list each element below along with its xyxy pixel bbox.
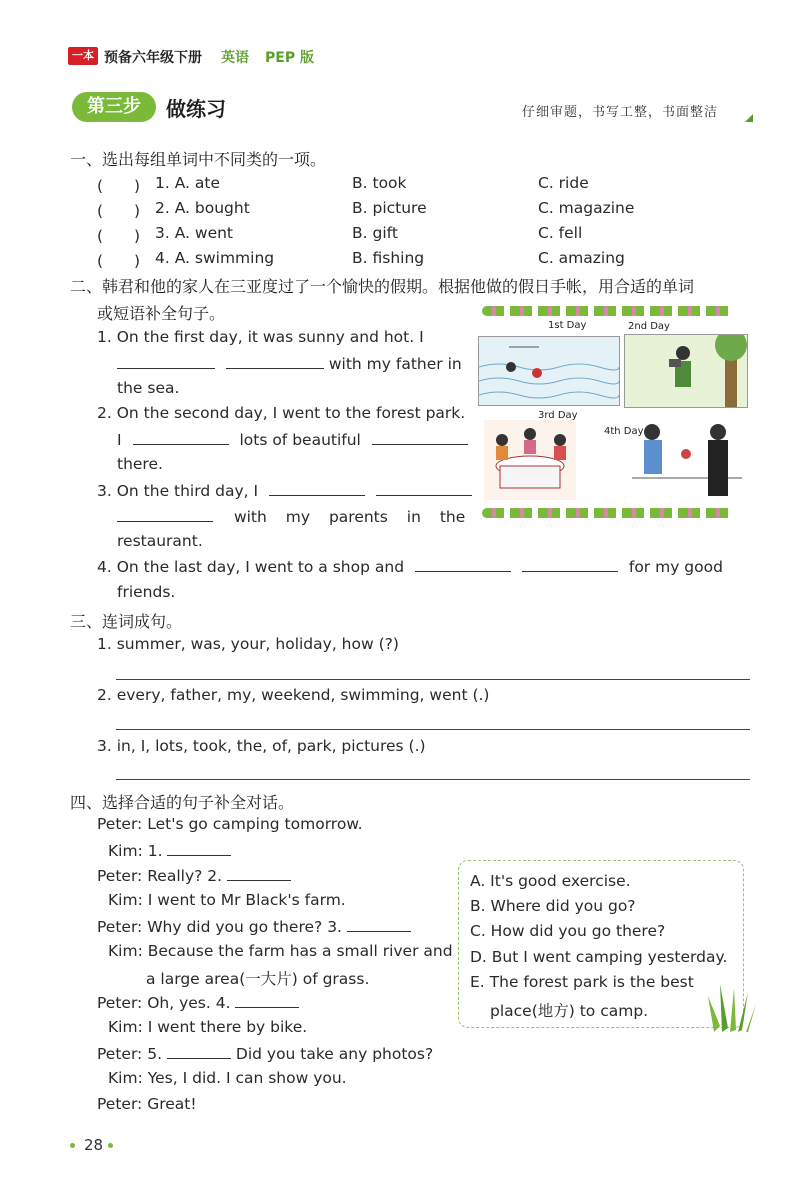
speaker: Kim: bbox=[108, 942, 143, 960]
fill-blank[interactable] bbox=[117, 507, 213, 522]
section-2-title-cont: 或短语补全句子。 bbox=[97, 304, 226, 323]
page-number: 28 bbox=[84, 1136, 104, 1154]
dialog-line bbox=[97, 1095, 197, 1113]
dialog-text: Yes, I did. I can show you. bbox=[147, 1069, 347, 1087]
dialog-text-tail: Did you take any photos? bbox=[235, 1045, 434, 1063]
option-c: C. amazing bbox=[538, 249, 625, 267]
fill-blank[interactable] bbox=[133, 430, 229, 445]
swimming-illustration bbox=[479, 337, 619, 405]
dialog-line bbox=[108, 942, 453, 960]
dialog-text: Let's go camping tomorrow. bbox=[147, 815, 363, 833]
option-a: 4. A. swimming bbox=[155, 249, 275, 267]
fill-blank[interactable] bbox=[235, 993, 299, 1008]
speaker: Kim: bbox=[108, 891, 143, 909]
dialog-line bbox=[97, 917, 411, 936]
q2-1-text-b: with my father in bbox=[328, 355, 462, 373]
day-1-label: 1st Day bbox=[548, 320, 587, 331]
q3-3-words: 3. in, I, lots, took, the, of, park, pictures (.) bbox=[97, 737, 426, 755]
dot-icon bbox=[108, 1143, 113, 1148]
speaker: Peter: bbox=[97, 1095, 143, 1113]
dialog-text: Great! bbox=[147, 1095, 197, 1113]
flower-vine-top bbox=[482, 306, 732, 316]
dialog-text: 1. bbox=[147, 842, 163, 860]
fill-blank[interactable] bbox=[167, 1044, 231, 1059]
q2-2-line2 bbox=[117, 430, 468, 449]
fill-blank[interactable] bbox=[372, 430, 468, 445]
answer-line[interactable] bbox=[116, 679, 750, 680]
option-c: C. ride bbox=[538, 174, 589, 192]
dialog-line bbox=[108, 1069, 347, 1087]
dialog-line bbox=[97, 815, 363, 833]
dialog-text: Oh, yes. 4. bbox=[147, 994, 231, 1012]
q2-3-line2 bbox=[117, 507, 465, 526]
dialog-text: I went there by bike. bbox=[147, 1018, 308, 1036]
fill-blank[interactable] bbox=[227, 866, 291, 881]
q2-2-text-b: I bbox=[117, 431, 122, 449]
q2-1-line2 bbox=[117, 354, 462, 373]
fill-blank[interactable] bbox=[269, 481, 365, 496]
fill-blank[interactable] bbox=[117, 354, 215, 369]
book-title: 预备六年级下册 bbox=[104, 50, 202, 66]
subject-label: 英语 bbox=[221, 50, 249, 66]
restaurant-illustration bbox=[484, 420, 576, 500]
speaker: Peter: bbox=[97, 1045, 143, 1063]
q2-4-text: 4. On the last day, I went to a shop and bbox=[97, 558, 405, 576]
section-2-title: 二、韩君和他的家人在三亚度过了一个愉快的假期。根据他做的假日手帐，用合适的单词 bbox=[70, 277, 695, 296]
option-c: C. magazine bbox=[538, 199, 635, 217]
speaker: Kim: bbox=[108, 1069, 143, 1087]
fill-blank[interactable] bbox=[522, 557, 618, 572]
dialog-line bbox=[97, 866, 291, 885]
grass-icon bbox=[706, 982, 756, 1034]
dialog-text: Why did you go there? 3. bbox=[147, 918, 342, 936]
flower-vine-bottom bbox=[482, 508, 732, 518]
q2-3-text-c: restaurant. bbox=[117, 532, 203, 550]
shop-illustration bbox=[628, 418, 746, 500]
option-item: B. Where did you go? bbox=[470, 897, 636, 915]
section-4-title: 四、选择合适的句子补全对话。 bbox=[70, 793, 295, 812]
day-3-label: 3rd Day bbox=[538, 410, 578, 421]
picture-shop bbox=[628, 418, 746, 500]
answer-paren[interactable]: ( ) bbox=[97, 252, 141, 270]
dialog-line bbox=[108, 841, 231, 860]
speaker: Kim: bbox=[108, 842, 143, 860]
q2-1-text-c: the sea. bbox=[117, 379, 180, 397]
picture-swimming bbox=[478, 336, 620, 406]
q3-2-words: 2. every, father, my, weekend, swimming, went (.) bbox=[97, 686, 490, 704]
option-b: B. gift bbox=[352, 224, 398, 242]
option-b: B. took bbox=[352, 174, 407, 192]
option-a: 2. A. bought bbox=[155, 199, 250, 217]
fill-blank[interactable] bbox=[226, 354, 324, 369]
answer-paren[interactable]: ( ) bbox=[97, 177, 141, 195]
speaker: Peter: bbox=[97, 815, 143, 833]
dialog-text: Really? 2. bbox=[147, 867, 223, 885]
option-b: B. picture bbox=[352, 199, 427, 217]
option-a: 1. A. ate bbox=[155, 174, 221, 192]
forest-park-illustration bbox=[625, 335, 747, 407]
corner-triangle-icon bbox=[745, 114, 753, 122]
answer-paren[interactable]: ( ) bbox=[97, 227, 141, 245]
option-item: A. It's good exercise. bbox=[470, 872, 631, 890]
option-b: B. fishing bbox=[352, 249, 425, 267]
dialog-text: Because the farm has a small river and bbox=[147, 942, 453, 960]
day-4-label: 4th Day bbox=[604, 426, 644, 437]
dialog-line bbox=[108, 891, 346, 909]
speaker: Peter: bbox=[97, 867, 143, 885]
dialog-line bbox=[97, 993, 299, 1012]
picture-restaurant bbox=[484, 420, 576, 500]
section-1-title: 一、选出每组单词中不同类的一项。 bbox=[70, 150, 327, 169]
section-3-title: 三、连词成句。 bbox=[70, 612, 183, 631]
speaker: Peter: bbox=[97, 994, 143, 1012]
answer-paren[interactable]: ( ) bbox=[97, 202, 141, 220]
speaker: Peter: bbox=[97, 918, 143, 936]
option-a: 3. A. went bbox=[155, 224, 234, 242]
dialog-line bbox=[108, 1018, 307, 1036]
q2-3-text: 3. On the third day, I bbox=[97, 482, 259, 500]
q2-3-line1 bbox=[97, 481, 472, 500]
q2-4-text-b: for my good bbox=[628, 558, 723, 576]
day-2-label: 2nd Day bbox=[628, 321, 670, 332]
answer-line[interactable] bbox=[116, 779, 750, 780]
brand-logo: 一本 bbox=[68, 47, 98, 65]
option-item: C. How did you go there? bbox=[470, 922, 666, 940]
dialog-line bbox=[146, 967, 369, 989]
option-c: C. fell bbox=[538, 224, 583, 242]
speaker: Kim: bbox=[108, 1018, 143, 1036]
q2-1-text: 1. On the first day, it was sunny and hot. I bbox=[97, 328, 424, 346]
fill-blank[interactable] bbox=[167, 841, 231, 856]
q2-2-text-d: there. bbox=[117, 455, 163, 473]
picture-forest-park bbox=[624, 334, 748, 408]
answer-line[interactable] bbox=[116, 729, 750, 730]
dialog-line bbox=[97, 1044, 433, 1063]
q2-2-text: 2. On the second day, I went to the forest park. bbox=[97, 404, 466, 422]
step-tip: 仔细审题，书写工整，书面整洁 bbox=[522, 105, 719, 120]
step-badge: 第三步 bbox=[72, 92, 156, 122]
option-item: place(地方) to camp. bbox=[490, 1002, 649, 1020]
fill-blank[interactable] bbox=[415, 557, 511, 572]
q2-4-line1 bbox=[97, 557, 723, 576]
dot-icon bbox=[70, 1143, 75, 1148]
fill-blank[interactable] bbox=[347, 917, 411, 932]
dialog-text: I went to Mr Black's farm. bbox=[147, 891, 346, 909]
option-item: D. But I went camping yesterday. bbox=[470, 948, 728, 966]
option-item: E. The forest park is the best bbox=[470, 973, 694, 991]
edition-label: PEP 版 bbox=[265, 50, 314, 66]
step-title: 做练习 bbox=[166, 97, 226, 121]
dialog-text: a large area(一大片) of grass. bbox=[146, 970, 370, 988]
q2-3-text-b: with my parents in the bbox=[233, 508, 466, 526]
q2-4-text-c: friends. bbox=[117, 583, 176, 601]
q3-1-words: 1. summer, was, your, holiday, how (?) bbox=[97, 635, 399, 653]
fill-blank[interactable] bbox=[376, 481, 472, 496]
q2-2-text-c: lots of beautiful bbox=[239, 431, 361, 449]
dialog-text: 5. bbox=[147, 1045, 163, 1063]
